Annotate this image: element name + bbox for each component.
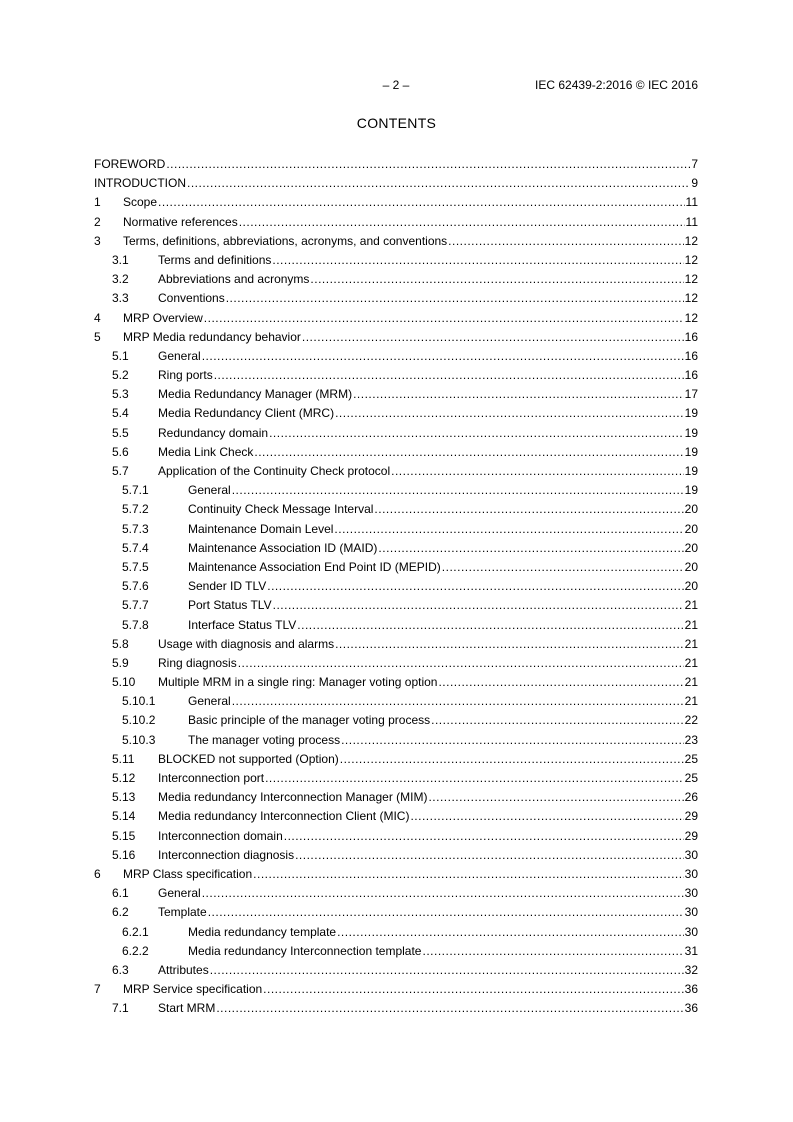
toc-leader-dots [208, 903, 684, 922]
toc-leader-dots [410, 807, 683, 826]
toc-entry-page: 20 [684, 579, 698, 594]
toc-leader-dots [267, 577, 683, 596]
toc-entry-page: 12 [684, 291, 698, 306]
toc-entry-label: The manager voting process [188, 732, 341, 747]
toc-entry-label: Sender ID TLV [188, 579, 267, 594]
toc-entry-number: 5.7.5 [122, 559, 149, 574]
toc-entry-number: 3.3 [112, 291, 129, 306]
toc-entry[interactable] [94, 788, 698, 807]
toc-entry[interactable] [94, 174, 698, 193]
toc-entry-label: Interconnection port [158, 771, 265, 785]
toc-entry-number: 5.7.6 [122, 579, 149, 594]
toc-entry[interactable] [94, 673, 698, 692]
toc-entry-page: 20 [684, 521, 698, 536]
toc-leader-dots [210, 961, 684, 980]
toc-leader-dots [202, 347, 684, 366]
toc-entry-label: Basic principle of the manager voting process [188, 713, 431, 728]
toc-entry[interactable] [94, 232, 698, 251]
toc-entry-label: MRP Class specification [123, 866, 253, 881]
toc-entry-page: 19 [684, 406, 698, 421]
toc-entry[interactable] [94, 270, 698, 289]
toc-leader-dots [216, 999, 683, 1018]
toc-entry-number: 5.6 [112, 444, 129, 459]
toc-entry-page: 22 [684, 713, 698, 728]
toc-entry[interactable] [94, 980, 698, 999]
toc-entry-label: General [158, 348, 201, 363]
toc-entry[interactable] [94, 424, 698, 443]
toc-entry-label: FOREWORD [94, 157, 166, 171]
toc-entry[interactable] [94, 923, 698, 942]
toc-leader-dots [263, 980, 683, 999]
toc-leader-dots [254, 443, 683, 462]
toc-entry-page: 32 [684, 962, 698, 977]
toc-entry-number: 6.2 [112, 905, 129, 920]
toc-entry-number: 5.10.1 [122, 694, 156, 709]
toc-entry-label: General [188, 694, 231, 709]
toc-entry-page: 31 [684, 943, 698, 958]
toc-entry-number: 2 [94, 214, 101, 229]
toc-entry-label: MRP Media redundancy behavior [123, 329, 301, 344]
toc-leader-dots [378, 539, 683, 558]
toc-entry-number: 5.15 [112, 828, 136, 843]
toc-entry-label: Attributes [158, 962, 209, 977]
toc-entry-page: 30 [684, 886, 698, 901]
toc-leader-dots [442, 558, 684, 577]
toc-entry-number: 5.7.8 [122, 617, 149, 632]
toc-entry-label: Media redundancy template [188, 924, 337, 939]
toc-entry-number: 5.7 [112, 464, 129, 478]
toc-entry[interactable] [94, 596, 698, 615]
toc-entry-label: Maintenance Domain Level [188, 521, 334, 536]
toc-entry-page: 21 [684, 694, 698, 709]
toc-leader-dots [391, 462, 684, 481]
toc-entry-page: 19 [684, 444, 698, 459]
toc-entry-page: 25 [684, 771, 698, 785]
toc-entry-number: 5.7.1 [122, 483, 149, 498]
toc-entry[interactable] [94, 213, 698, 232]
toc-entry[interactable] [94, 328, 698, 347]
toc-entry-number: 5.1 [112, 348, 129, 363]
standard-header: IEC 62439-2:2016 © IEC 2016 [535, 78, 698, 92]
toc-entry-label: Abbreviations and acronyms [158, 272, 310, 287]
toc-entry-number: 5.10 [112, 675, 136, 690]
toc-leader-dots [272, 251, 683, 270]
toc-leader-dots [214, 366, 684, 385]
toc-entry-number: 6 [94, 866, 101, 881]
toc-entry[interactable] [94, 827, 698, 846]
toc-leader-dots [253, 865, 683, 884]
toc-entry-number: 5.9 [112, 655, 129, 670]
toc-leader-dots [273, 596, 684, 615]
toc-entry-page: 21 [684, 655, 698, 670]
toc-entry-page: 19 [684, 464, 698, 478]
toc-entry-page: 23 [684, 732, 698, 747]
toc-entry[interactable] [94, 251, 698, 270]
toc-leader-dots [232, 692, 684, 711]
toc-entry-label: Ring ports [158, 368, 213, 383]
toc-entry-page: 30 [684, 905, 698, 920]
toc-leader-dots [337, 923, 684, 942]
toc-entry-number: 5.7.3 [122, 521, 149, 536]
toc-entry-label: Conventions [158, 291, 225, 306]
toc-entry-label: Multiple MRM in a single ring: Manager voting option [158, 675, 438, 690]
toc-entry-number: 5.13 [112, 790, 136, 805]
toc-entry-number: 5.14 [112, 809, 136, 824]
toc-entry-number: 5.7.7 [122, 598, 149, 613]
toc-entry-number: 5.8 [112, 636, 129, 651]
toc-entry-label: BLOCKED not supported (Option) [158, 751, 339, 766]
toc-entry-label: Media redundancy Interconnection Client (MIC) [158, 809, 410, 824]
toc-entry-page: 12 [684, 310, 698, 325]
toc-entry-page: 12 [684, 272, 698, 287]
toc-entry[interactable] [94, 347, 698, 366]
toc-entry-page: 29 [684, 809, 698, 824]
toc-entry-page: 26 [684, 790, 698, 805]
toc-entry[interactable] [94, 193, 698, 212]
toc-entry[interactable] [94, 558, 698, 577]
toc-entry-label: INTRODUCTION [94, 176, 186, 191]
toc-leader-dots [187, 174, 690, 193]
toc-entry-page: 30 [684, 847, 698, 862]
toc-entry-page: 21 [684, 598, 698, 613]
toc-leader-dots [335, 635, 684, 654]
toc-leader-dots [438, 673, 683, 692]
toc-leader-dots [232, 481, 684, 500]
toc-entry-label: Start MRM [158, 1001, 216, 1016]
toc-entry[interactable] [94, 999, 698, 1018]
toc-entry-label: MRP Service specification [123, 982, 263, 997]
toc-leader-dots [226, 289, 684, 308]
toc-leader-dots [310, 270, 683, 289]
toc-entry-page: 11 [685, 195, 698, 210]
toc-entry-number: 5 [94, 329, 101, 344]
toc-leader-dots [265, 769, 684, 788]
toc-entry-number: 5.7.4 [122, 540, 149, 555]
toc-entry-number: 5.3 [112, 387, 129, 402]
toc-entry[interactable] [94, 750, 698, 769]
toc-entry[interactable] [94, 942, 698, 961]
toc-entry-page: 20 [684, 502, 698, 517]
toc-entry-page: 21 [684, 617, 698, 632]
toc-entry-page: 20 [684, 540, 698, 555]
toc-entry[interactable] [94, 520, 698, 539]
toc-leader-dots [204, 309, 684, 328]
toc-entry[interactable] [94, 500, 698, 519]
toc-entry-number: 4 [94, 310, 101, 325]
toc-entry-number: 7 [94, 982, 101, 997]
toc-leader-dots [428, 788, 683, 807]
toc-entry[interactable] [94, 807, 698, 826]
toc-entry[interactable] [94, 635, 698, 654]
toc-entry[interactable] [94, 155, 698, 174]
toc-leader-dots [448, 232, 683, 251]
toc-entry-label: General [188, 483, 231, 498]
toc-entry[interactable] [94, 404, 698, 423]
toc-entry-page: 21 [684, 675, 698, 690]
toc-leader-dots [295, 846, 684, 865]
toc-entry-number: 3.1 [112, 252, 129, 267]
toc-leader-dots [239, 213, 685, 232]
toc-entry-page: 30 [684, 866, 698, 881]
toc-entry-number: 6.2.2 [122, 943, 149, 958]
toc-entry-number: 5.5 [112, 425, 129, 440]
toc-entry[interactable] [94, 846, 698, 865]
toc-entry-number: 6.1 [112, 886, 129, 901]
toc-entry-label: Usage with diagnosis and alarms [158, 636, 335, 651]
toc-entry[interactable] [94, 903, 698, 922]
toc-entry-label: Interconnection diagnosis [158, 847, 295, 862]
toc-entry[interactable] [94, 309, 698, 328]
toc-entry-label: Terms and definitions [158, 252, 272, 267]
toc-leader-dots [158, 193, 685, 212]
toc-entry-page: 9 [691, 176, 698, 191]
toc-entry-label: MRP Overview [123, 310, 203, 325]
toc-entry[interactable] [94, 577, 698, 596]
toc-entry-number: 5.4 [112, 406, 129, 421]
toc-entry-label: Media redundancy Interconnection template [188, 943, 422, 958]
toc-entry-label: Normative references [123, 214, 238, 229]
toc-entry[interactable] [94, 539, 698, 558]
toc-entry-page: 16 [684, 368, 698, 383]
toc-entry-label: Media Link Check [158, 444, 254, 459]
toc-entry[interactable] [94, 865, 698, 884]
page-number: – 2 – [382, 78, 410, 92]
toc-entry-label: Port Status TLV [188, 598, 272, 613]
toc-entry-page: 36 [684, 982, 698, 997]
toc-entry-number: 3.2 [112, 272, 129, 287]
toc-entry[interactable] [94, 385, 698, 404]
toc-entry-page: 7 [691, 157, 698, 171]
toc-entry-label: Redundancy domain [158, 425, 269, 440]
toc-entry-page: 21 [684, 636, 698, 651]
toc-entry-page: 19 [684, 483, 698, 498]
toc-entry[interactable] [94, 289, 698, 308]
toc-entry[interactable] [94, 443, 698, 462]
toc-entry-number: 3 [94, 233, 101, 248]
toc-entry-number: 5.12 [112, 771, 136, 785]
toc-entry-page: 19 [684, 425, 698, 440]
toc-leader-dots [422, 942, 683, 961]
toc-entry[interactable] [94, 462, 698, 481]
toc-entry-label: Ring diagnosis [158, 655, 237, 670]
toc-entry-label: General [158, 886, 201, 901]
toc-entry-page: 25 [684, 751, 698, 766]
toc-entry-page: 11 [685, 214, 698, 229]
toc-entry[interactable] [94, 769, 698, 788]
toc-entry[interactable] [94, 961, 698, 980]
toc-entry-number: 5.10.3 [122, 732, 156, 747]
table-of-contents [94, 155, 698, 1018]
toc-leader-dots [341, 731, 684, 750]
toc-entry-label: Interface Status TLV [188, 617, 297, 632]
toc-entry-page: 16 [684, 348, 698, 363]
toc-leader-dots [374, 500, 683, 519]
toc-entry[interactable] [94, 654, 698, 673]
toc-leader-dots [166, 155, 690, 174]
toc-entry-number: 5.10.2 [122, 713, 156, 728]
toc-entry-page: 30 [684, 924, 698, 939]
toc-entry[interactable] [94, 481, 698, 500]
toc-entry-number: 5.11 [112, 751, 135, 766]
toc-leader-dots [334, 520, 683, 539]
toc-entry[interactable] [94, 616, 698, 635]
toc-entry[interactable] [94, 731, 698, 750]
toc-entry-label: Media redundancy Interconnection Manager (MIM) [158, 790, 428, 805]
toc-entry-label: Media Redundancy Manager (MRM) [158, 387, 353, 402]
toc-entry-label: Terms, definitions, abbreviations, acronyms, and conventions [123, 233, 448, 248]
toc-entry-number: 6.2.1 [122, 924, 149, 939]
toc-entry-page: 20 [684, 559, 698, 574]
toc-entry[interactable] [94, 692, 698, 711]
toc-entry-number: 7.1 [112, 1001, 129, 1016]
page-title: CONTENTS [356, 115, 437, 131]
toc-leader-dots [297, 616, 683, 635]
toc-entry-page: 17 [684, 387, 698, 402]
toc-leader-dots [302, 328, 684, 347]
toc-leader-dots [238, 654, 684, 673]
toc-entry-number: 5.16 [112, 847, 136, 862]
toc-entry-label: Application of the Continuity Check protocol [158, 464, 391, 478]
toc-leader-dots [284, 827, 684, 846]
toc-entry-label: Media Redundancy Client (MRC) [158, 406, 335, 421]
toc-entry-label: Template [158, 905, 207, 920]
toc-entry-label: Continuity Check Message Interval [188, 502, 374, 517]
toc-entry-page: 16 [684, 329, 698, 344]
toc-entry-page: 12 [684, 233, 698, 248]
toc-entry-number: 5.2 [112, 368, 129, 383]
toc-entry-label: Interconnection domain [158, 828, 283, 843]
toc-entry-label: Scope [123, 195, 158, 210]
toc-entry[interactable] [94, 711, 698, 730]
toc-entry-page: 36 [684, 1001, 698, 1016]
toc-leader-dots [202, 884, 684, 903]
toc-entry-label: Maintenance Association ID (MAID) [188, 540, 378, 555]
toc-leader-dots [431, 711, 684, 730]
toc-entry-page: 29 [684, 828, 698, 843]
toc-leader-dots [353, 385, 684, 404]
toc-entry-page: 12 [684, 252, 698, 267]
toc-leader-dots [335, 404, 684, 423]
toc-entry-label: Maintenance Association End Point ID (MEPID) [188, 559, 441, 574]
toc-leader-dots [340, 750, 684, 769]
toc-entry-number: 5.7.2 [122, 502, 149, 517]
toc-leader-dots [269, 424, 684, 443]
toc-entry-number: 1 [94, 195, 101, 210]
toc-entry[interactable] [94, 884, 698, 903]
toc-entry-number: 6.3 [112, 962, 129, 977]
toc-entry[interactable] [94, 366, 698, 385]
